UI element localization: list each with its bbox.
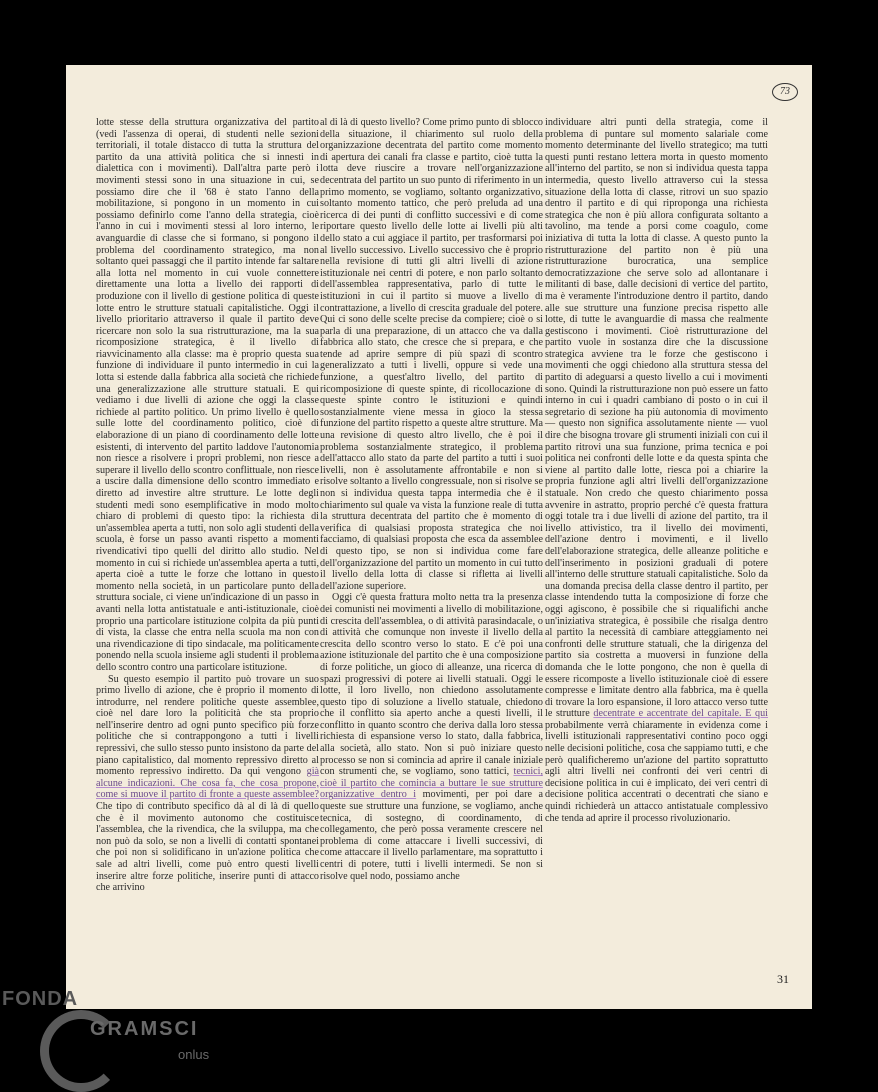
highlighted-text: tecnici, cioè il partito che comincia a buttare le sue strutture organizzative dentro i — [320, 766, 544, 801]
highlighted-text: decentrate e accentrate del capitale. E qui — [593, 708, 768, 720]
paragraph: Su questo esempio il partito può trovare un suo primo livello di azione, che è proprio il momento di introdurre, nel rendere politiche queste assemblee, cioè nel dare loro la politicità che sta proprio nell'inserire dentro ad ogni punto specifico più forze politiche che si contrappongono a tutti i livelli repressivi, che sullo stesso punto insistono da parte del piano capitalistico, dal momento repressivo diretto al momento repressivo indiretto. Da qui vengono già alcune indicazioni. Che cosa fa, che cosa propone, come si muove il partito di fronte a queste assemblee? Che tipo di contributo specifico dà al di là di quello che è il movimento autonomo che costituisce l'assemblea, che la rivendica, che la sviluppa, ma che non può da solo, se non a livelli di contatti spontanei che poi non si solidificano in un'azione politica che sale ad altri livelli, come può entro questi livelli inserire altre forze politiche, inserire punti di attacco che arrivino — [96, 673, 319, 894]
text-column-3 — [545, 117, 768, 824]
watermark-text: GRAMSCI — [90, 1018, 199, 1040]
highlighted-text: già alcune indicazioni. Che cosa fa, che cosa propone, come si muove il partito di fronte a queste assemblee? — [96, 766, 319, 801]
handwritten-page-annotation: 73 — [772, 83, 798, 101]
paragraph: Oggi c'è questa frattura molto netta tra la presenza dei comunisti nei movimenti a livello di mobilitazione, di crescita dell'assemblea, o di attività parasindacale, o di attività che comunque non investe il livello della crescita dello scontro verso lo stato. E c'è poi una azione istituzionale del partito che è una composizione di forze politiche, un gioco di alleanze, una ricerca di spazi progressivi di potere ai livelli statuali. Oggi le lotte, il loro livello, non chiedono assolutamente questo tipo di soluzione a livello statuale, chiedono che il conflitto sia aperto anche a questi livelli, il conflitto in quanto scontro che deriva dalla loro stessa richiesta di espansione verso lo stato, dalla fabbrica, alla società, allo stato. Non si può iniziare questo processo se non si comincia ad aprire il canale iniziale con strumenti che, se vogliamo, sono tattici, tecnici, cioè il partito che comincia a buttare le sue strutture organizzative dentro i movimenti, per poi dare a queste sue strutture una funzione, se vogliamo, anche tecnica, di sostegno, di coordinamento, di collegamento, che però possa veramente crescere nel problema di come attaccare i livelli successivi, di come attaccare il livello parlamentare, ma soprattutto i centri di potere, tutti i livelli intermedi. Se non si risolve quel nodo, possiamo anche — [320, 592, 544, 882]
watermark-text: onlus — [178, 1047, 210, 1062]
text-column-1 — [96, 117, 319, 894]
paragraph: lotte stesse della struttura organizzativa del partito (vedi l'assenza di operai, di studenti nelle sezioni territoriali, il totale distacco di tutta la struttura del partito da una attività politica che si innesti in dialettica con i movimenti). Dall'altra parte però i movimenti stessi sono in una situazione in cui, se possiamo dire che il '68 è stato l'anno della mobilitazione, si pongono in un momento in cui possiamo definirlo come l'anno della strategia, cioè l'anno in cui i movimenti stessi al loro interno, le avanguardie di classe che si formano, si pongono il problema del coordinamento strategico, ma non soltanto quei passaggi che il partito intende far saltare alla lotta nel momento in cui vuole connettere direttamente una lotta a livello dei rapporti di produzione con il livello di gestione politica di queste lotte entro le strutture statuali capitalistiche. Oggi il livello prioritario attraverso il quale il partito deve ricercare non solo la sua ristrutturazione, ma la sua ricomposizione strategica, è il livello di riavvicinamento alla classe: ma è proprio questa sua funzione di individuare il punto intermedio in cui la lotta si estende dalla fabbrica alla società che richiede una generalizzazione alle strutture statuali. E qui vediamo i due livelli di azione che oggi la classe richiede al partito politico. Un primo livello è quello sulle lotte del coordinamento politico, cioè di elaborazione di un piano di coordinamento delle lotte esistenti, di intervento del partito laddove l'autonomia non riesce a risolvere i propri problemi, non riesce a superare il livello dello scontro conflittuale, non riesce a uscire dalla dimensione dello scontro immediato e diretto ad investire altre strutture. Le lotte degli studenti medi sono esemplificative in modo molto chiaro di problemi di questo tipo: la richiesta di un'assemblea aperta a tutti, non solo agli studenti della scuola, è forse un passo avanti rispetto a momenti rivendicativi tipo quelli del diritto allo studio. Nel momento in cui si richiede un'assemblea aperta a tutti, aperta cioè a tutte le forze che lottano in questo momento nella società, in un particolare punto della struttura sociale, ci viene un'indicazione di un passo in avanti nella lotta antistatuale e anti-istituzionale, cioè proprio una particolare istituzione colpita da più punti di vista, la classe che entra nella scuola ma non con una rivendicazione di tipo sindacale, ma politicamente ponendo nella scuola insieme agli studenti il problema dello scontro contro una particolare istituzione. — [96, 117, 319, 673]
paragraph: al di là di questo livello? Come primo punto di sblocco della situazione, il chiarimento sul ruolo della organizzazione decentrata del partito come momento di apertura dei canali fra classe e partito, cioè tutta la lotta deve riuscire a trovare nell'organizzazione decentrata del partito un suo punto di riferimento in un primo momento, se vogliamo, soltanto organizzativo, soltanto momento tattico, che però preluda ad una ricerca di dei punti di conflitto successivi e di come riportare questo livello delle lotte ai livelli più alti dello stato a cui aggiace il partito, per trasformarsi poi al livello successivo. Livello successivo che è proprio nella revisione di tutti gli altri livelli di azione istituzionale nei centri di potere, e non parlo soltanto dell'assemblea rappresentativa, parlo di tutte le istituzioni in cui il partito si muove a livello di contrattazione, a livello di crescita graduale del potere. Qui ci sono delle scelte precise da compiere; cioè o si parla di una preparazione, di un attacco che va dalla fabbrica allo stato, che cresce che si prepara, e che tende ad aprire sempre di più spazi di scontro generalizzato a tutti i livelli, oppure si vede una funzione, a quest'altro livello, del partito di ricomposizione di queste spinte, di ricollocazione di queste spinte contro le istituzioni e quindi sostanzialmente viene messa in gioco la stessa funzione del partito rispetto a queste altre strutture. Ma una revisione di questo altro livello, che è poi il problema sostanzialmente strategico, il problema dell'attacco allo stato da parte del partito a tutti i suoi livelli, non è assolutamente affrontabile e non si risolve soltanto a livello congressuale, non si risolve se non si individua questa tappa intermedia che è il chiarimento sul quale va vista la funzione reale di tutta la struttura decentrata del partito che è momento di verifica di qualsiasi proposta strategica che noi facciamo, di qualsiasi proposta che esca da assemblee di questo tipo, se non si individua come fare dell'organizzazione del partito un momento in cui tutto il livello della lotta di classe si rifletta ai livelli dell'azione superiore. — [320, 117, 543, 592]
text-column-2 — [320, 117, 543, 882]
watermark-text: FONDA — [2, 988, 79, 1010]
paragraph: individuare altri punti della strategia, come il problema di puntare sul momento salariale come momento determinante del livello strategico; ma tutti questi punti restano lettera morta in questo momento all'interno del partito, se non si individua questa tappa intermedia, questo livello attraverso cui la stessa situazione della lotta di classe, ritrovi un suo spazio dentro il partito e di qui riproponga una richiesta strategica che non è più allora configurata soltanto a tavolino, ma tende a porsi come coagulo, come iniziativa di tutta la lotta di classe. A questo punto la ristrutturazione del partito non è più una ristrutturazione burocratica, una semplice democratizzazione che serve solo ad allontanare i militanti di base, dalle decisioni di vertice del partito, ma è veramente l'introduzione dentro il partito, dando alle sue strutture una funzione precisa rispetto alle lotte, di tutte le avanguardie di massa che realmente gestiscono i movimenti. Cioè ristrutturazione del partito vuole in sostanza dire che la discussione strategica avviene tra le forze che gestiscono i movimenti che oggi chiedono alla struttura stessa del partito di adeguarsi a questo livello a cui i movimenti sono. Quindi la ristrutturazione non può essere un fatto interno in cui i quadri cambiano di posto o in cui il segretario di sezione ha più autonomia di movimento — questo non significa assolutamente niente — vuol dire che bisogna trovare gli strumenti iniziali con cui il partito ritrovi una sua funzione, prima tecnica e poi politica nei confronti delle lotte e da questa spinta che viene al partito dalle lotte, riesca poi a chiarire la propria funzione agli altri livelli dell'organizzazione statuale. Non credo che questo chiarimento possa avvenire in astratto, proprio perché c'è questa frattura oggi totale tra i due livelli di azione del partito, tra il livello attivistico, tra il livello dei movimenti, dell'azione dentro i movimenti, e il livello dell'elaborazione strategica, delle alleanze politiche e dell'inserimento in posizioni graduali di potere all'interno delle strutture statuali capitalistiche. Solo da una domanda precisa della classe dentro il partito, per classe intendendo tutta la composizione di forze che oggi agiscono, è possibile che si riqualifichi anche un'iniziativa strategica, è possibile che risalga dentro al partito la necessità di cambiare atteggiamento nei confronti delle strutture statuali, che la dirigenza del partito sia costretta a muoversi in funzione della domanda che le lotte pongono, che non è quella di essere ricomposte a livello istituzionale cioè di essere compresse e limitate dentro alla fabbrica, ma è quella di trovare la loro espansione, il loro attacco verso tutte le strutture decentrate e accentrate del capitale. E qui probabilmente verrà chiaramente in evidenza come i livelli istituzionali rappresentativi contino poco oggi nelle decisioni politiche, cosa che sappiamo tutti, e che però qualificheremo un'azione del partito soprattutto agli altri livelli nei confronti dei veri centri di decisione politica in cui è implicato, dei veri centri di decisione politica accentrati o decentrati che siano e quindi richiederà un attacco antistatuale complessivo che tenda ad aprire il processo rivoluzionario. — [545, 117, 768, 824]
page-number: 31 — [777, 972, 789, 986]
